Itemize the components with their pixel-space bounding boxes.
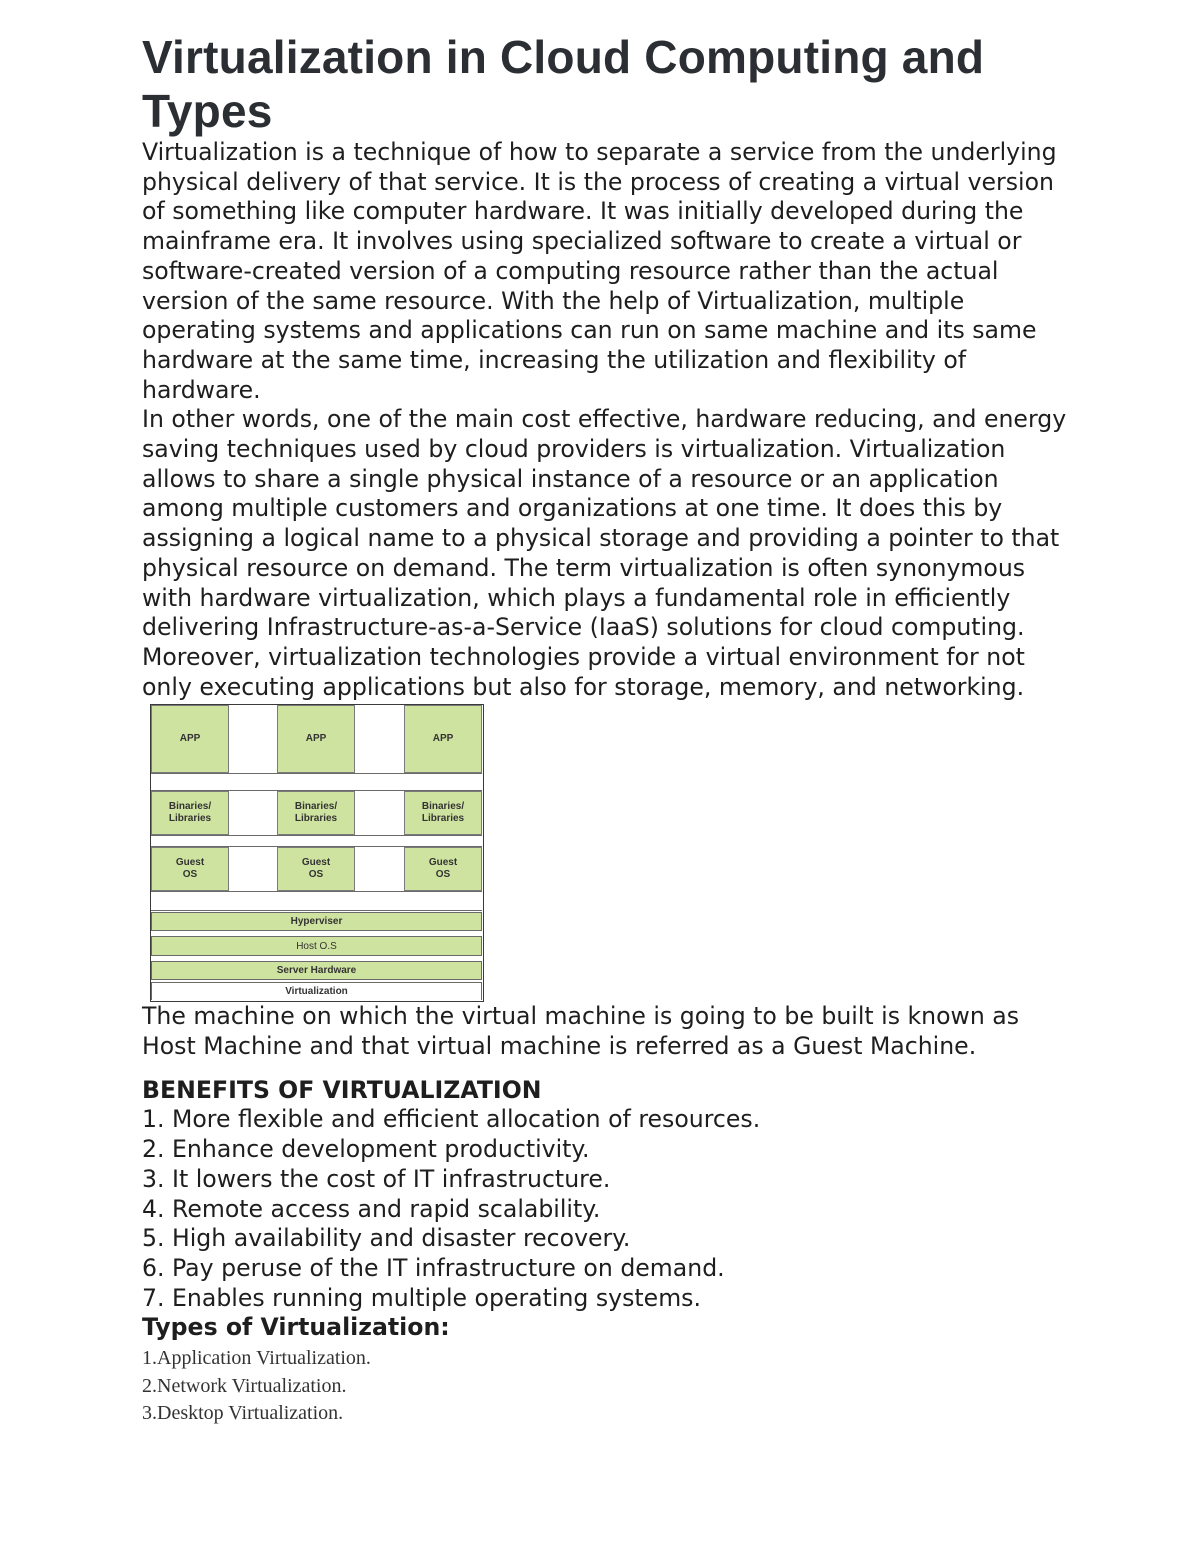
document-page — [142, 30, 1072, 1428]
libraries-box-1 — [151, 791, 229, 835]
benefits-heading: BENEFITS OF VIRTUALIZATION — [142, 1075, 542, 1104]
libraries-box-2 — [277, 791, 355, 835]
benefit-item: 4. Remote access and rapid scalability. — [142, 1194, 601, 1223]
libraries-label-line2: Libraries — [294, 813, 338, 825]
benefit-item: 2. Enhance development productivity. — [142, 1135, 590, 1164]
benefit-item: 1. More flexible and efficient allocation of resources. — [142, 1105, 761, 1134]
app-box-2: APP — [277, 705, 355, 773]
benefit-item: 7. Enables running multiple operating systems. — [142, 1283, 701, 1312]
document-title: Virtualization in Cloud Computing and Types — [142, 31, 985, 137]
libraries-box-3 — [404, 791, 482, 835]
libraries-label-line1: Binaries/ — [421, 801, 465, 813]
benefit-item: 3. It lowers the cost of IT infrastructure. — [142, 1164, 611, 1193]
app-box-3: APP — [404, 705, 482, 773]
libraries-label-line1: Binaries/ — [168, 801, 212, 813]
virtualization-architecture-diagram — [150, 704, 484, 1002]
guest-label-line1: Guest — [428, 857, 458, 869]
app-box-1: APP — [151, 705, 229, 773]
benefits-list — [142, 1105, 1072, 1313]
libraries-label-line2: Libraries — [168, 813, 212, 825]
host-os-layer: Host O.S — [151, 936, 482, 956]
type-item: 3.Desktop Virtualization. — [142, 1402, 344, 1425]
benefit-item: 6. Pay peruse of the IT infrastructure on demand. — [142, 1253, 725, 1282]
paragraph-cost-effective: In other words, one of the main cost effective, hardware reducing, and energy saving techniques used by cloud providers is virtualization. Virtualization allows to share a single physical instance of a resource or an application among multiple customers and organizations at one time. It does this by assigning a logical name to a physical storage and providing a pointer to that physical resource on demand. The term virtualization is often synonymous with hardware virtualization, which plays a fundamental role in efficiently delivering Infrastructure-as-a-Service (IaaS) solutions for cloud computing. Moreover, virtualization technologies provide a virtual environment for not only executing applications but also for storage, memory, and networking. — [142, 405, 1067, 701]
guest-label-line1: Guest — [175, 857, 205, 869]
divider-band-3 — [151, 891, 482, 911]
types-heading: Types of Virtualization: — [142, 1313, 450, 1342]
server-hardware-layer: Server Hardware — [151, 961, 482, 980]
types-list — [142, 1345, 1072, 1428]
host-guest-paragraph: The machine on which the virtual machine is going to be built is known as Host Machine and that virtual machine is referred as a Guest Machine. — [142, 1002, 1020, 1061]
guest-os-box-3 — [404, 847, 482, 891]
intro-paragraph: Virtualization is a technique of how to separate a service from the underlying physical delivery of that service. It is the process of creating a virtual version of something like computer hardware. It was initially developed during the mainframe era. It involves using specialized software to create a virtual or software-created version of a computing resource rather than the actual version of the same resource. With the help of Virtualization, multiple operating systems and applications can run on same machine and its same hardware at the same time, increasing the utilization and flexibility of hardware. — [142, 138, 1057, 404]
guest-label-line2: OS — [308, 869, 324, 881]
type-item: 1.Application Virtualization. — [142, 1347, 371, 1370]
guest-label-line1: Guest — [301, 857, 331, 869]
guest-label-line2: OS — [182, 869, 198, 881]
libraries-label-line1: Binaries/ — [294, 801, 338, 813]
divider-band-2 — [151, 835, 482, 847]
libraries-label-line2: Libraries — [421, 813, 465, 825]
type-item: 2.Network Virtualization. — [142, 1374, 347, 1397]
benefit-item: 5. High availability and disaster recovery. — [142, 1224, 631, 1253]
guest-os-box-1 — [151, 847, 229, 891]
guest-label-line2: OS — [435, 869, 451, 881]
divider-band-1 — [151, 773, 482, 791]
hypervisor-layer: Hyperviser — [151, 912, 482, 931]
virtualization-layer: Virtualization — [151, 982, 482, 1000]
guest-os-box-2 — [277, 847, 355, 891]
